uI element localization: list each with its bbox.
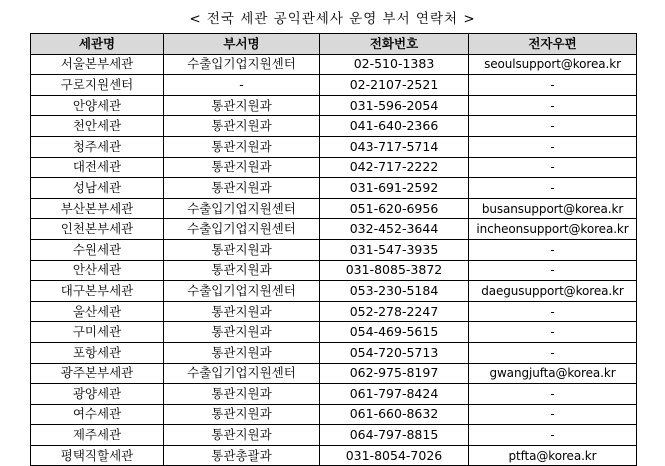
- department-cell: 통관지원과: [164, 239, 320, 260]
- table-row: [31, 136, 637, 157]
- table-header-row: [31, 34, 637, 55]
- phone-cell: 02-510-1383: [320, 54, 469, 75]
- header-customs-name: 세관명: [31, 34, 164, 55]
- customs-name-cell: 안양세관: [31, 95, 164, 116]
- phone-cell: 061-660-8632: [320, 404, 469, 425]
- phone-cell: 051-620-6956: [320, 198, 469, 219]
- table-row: [31, 260, 637, 281]
- customs-name-cell: 구미세관: [31, 322, 164, 343]
- table-body: [31, 54, 637, 466]
- table-row: [31, 322, 637, 343]
- phone-cell: 064-797-8815: [320, 425, 469, 446]
- customs-name-cell: 안산세관: [31, 260, 164, 281]
- phone-cell: 031-8054-7026: [320, 445, 469, 466]
- email-cell: -: [469, 404, 637, 425]
- customs-name-cell: 성남세관: [31, 178, 164, 199]
- table-row: [31, 239, 637, 260]
- table-row: [31, 445, 637, 466]
- table-row: [31, 178, 637, 199]
- customs-name-cell: 평택직할세관: [31, 445, 164, 466]
- email-cell: gwangjufta@korea.kr: [469, 363, 637, 384]
- email-cell: -: [469, 384, 637, 405]
- department-cell: 수출입기업지원센터: [164, 54, 320, 75]
- phone-cell: 041-640-2366: [320, 116, 469, 137]
- table-row: [31, 404, 637, 425]
- department-cell: -: [164, 75, 320, 96]
- customs-name-cell: 청주세관: [31, 136, 164, 157]
- table-row: [31, 219, 637, 240]
- email-cell: daegusupport@korea.kr: [469, 281, 637, 302]
- email-cell: -: [469, 425, 637, 446]
- email-cell: -: [469, 178, 637, 199]
- phone-cell: 054-720-5713: [320, 342, 469, 363]
- department-cell: 통관총괄과: [164, 445, 320, 466]
- email-cell: -: [469, 136, 637, 157]
- phone-cell: 031-8085-3872: [320, 260, 469, 281]
- email-cell: -: [469, 95, 637, 116]
- phone-cell: 02-2107-2521: [320, 75, 469, 96]
- customs-name-cell: 여수세관: [31, 404, 164, 425]
- email-cell: -: [469, 342, 637, 363]
- department-cell: 통관지원과: [164, 384, 320, 405]
- department-cell: 수출입기업지원센터: [164, 198, 320, 219]
- email-cell: -: [469, 301, 637, 322]
- email-cell: busansupport@korea.kr: [469, 198, 637, 219]
- customs-name-cell: 인천본부세관: [31, 219, 164, 240]
- department-cell: 수출입기업지원센터: [164, 363, 320, 384]
- table-row: [31, 75, 637, 96]
- customs-name-cell: 광양세관: [31, 384, 164, 405]
- department-cell: 수출입기업지원센터: [164, 219, 320, 240]
- email-cell: -: [469, 75, 637, 96]
- table-row: [31, 342, 637, 363]
- email-cell: seoulsupport@korea.kr: [469, 54, 637, 75]
- customs-name-cell: 부산본부세관: [31, 198, 164, 219]
- customs-name-cell: 대전세관: [31, 157, 164, 178]
- customs-name-cell: 포항세관: [31, 342, 164, 363]
- phone-cell: 031-691-2592: [320, 178, 469, 199]
- table-row: [31, 281, 637, 302]
- email-cell: ptfta@korea.kr: [469, 445, 637, 466]
- department-cell: 통관지원과: [164, 425, 320, 446]
- email-cell: -: [469, 157, 637, 178]
- phone-cell: 031-596-2054: [320, 95, 469, 116]
- customs-name-cell: 울산세관: [31, 301, 164, 322]
- phone-cell: 043-717-5714: [320, 136, 469, 157]
- phone-cell: 052-278-2247: [320, 301, 469, 322]
- header-phone: 전화번호: [320, 34, 469, 55]
- phone-cell: 042-717-2222: [320, 157, 469, 178]
- email-cell: -: [469, 322, 637, 343]
- table-row: [31, 116, 637, 137]
- email-cell: -: [469, 116, 637, 137]
- department-cell: 통관지원과: [164, 95, 320, 116]
- customs-name-cell: 제주세관: [31, 425, 164, 446]
- department-cell: 통관지원과: [164, 301, 320, 322]
- department-cell: 통관지원과: [164, 136, 320, 157]
- department-cell: 수출입기업지원센터: [164, 281, 320, 302]
- table-row: [31, 363, 637, 384]
- table-row: [31, 384, 637, 405]
- customs-name-cell: 구로지원센터: [31, 75, 164, 96]
- table-row: [31, 95, 637, 116]
- customs-name-cell: 서울본부세관: [31, 54, 164, 75]
- department-cell: 통관지원과: [164, 260, 320, 281]
- email-cell: incheonsupport@korea.kr: [469, 219, 637, 240]
- table-row: [31, 54, 637, 75]
- customs-name-cell: 광주본부세관: [31, 363, 164, 384]
- department-cell: 통관지원과: [164, 116, 320, 137]
- table-row: [31, 198, 637, 219]
- table-row: [31, 157, 637, 178]
- phone-cell: 054-469-5615: [320, 322, 469, 343]
- department-cell: 통관지원과: [164, 157, 320, 178]
- phone-cell: 031-547-3935: [320, 239, 469, 260]
- page-title: < 전국 세관 공익관세사 운영 부서 연락처 >: [189, 11, 476, 27]
- phone-cell: 061-797-8424: [320, 384, 469, 405]
- table-row: [31, 425, 637, 446]
- contacts-table: [30, 33, 637, 466]
- email-cell: -: [469, 239, 637, 260]
- customs-name-cell: 천안세관: [31, 116, 164, 137]
- phone-cell: 062-975-8197: [320, 363, 469, 384]
- customs-name-cell: 수원세관: [31, 239, 164, 260]
- department-cell: 통관지원과: [164, 342, 320, 363]
- department-cell: 통관지원과: [164, 178, 320, 199]
- department-cell: 통관지원과: [164, 322, 320, 343]
- table-row: [31, 301, 637, 322]
- phone-cell: 053-230-5184: [320, 281, 469, 302]
- phone-cell: 032-452-3644: [320, 219, 469, 240]
- department-cell: 통관지원과: [164, 404, 320, 425]
- email-cell: -: [469, 260, 637, 281]
- header-department: 부서명: [164, 34, 320, 55]
- customs-name-cell: 대구본부세관: [31, 281, 164, 302]
- header-email: 전자우편: [469, 34, 637, 55]
